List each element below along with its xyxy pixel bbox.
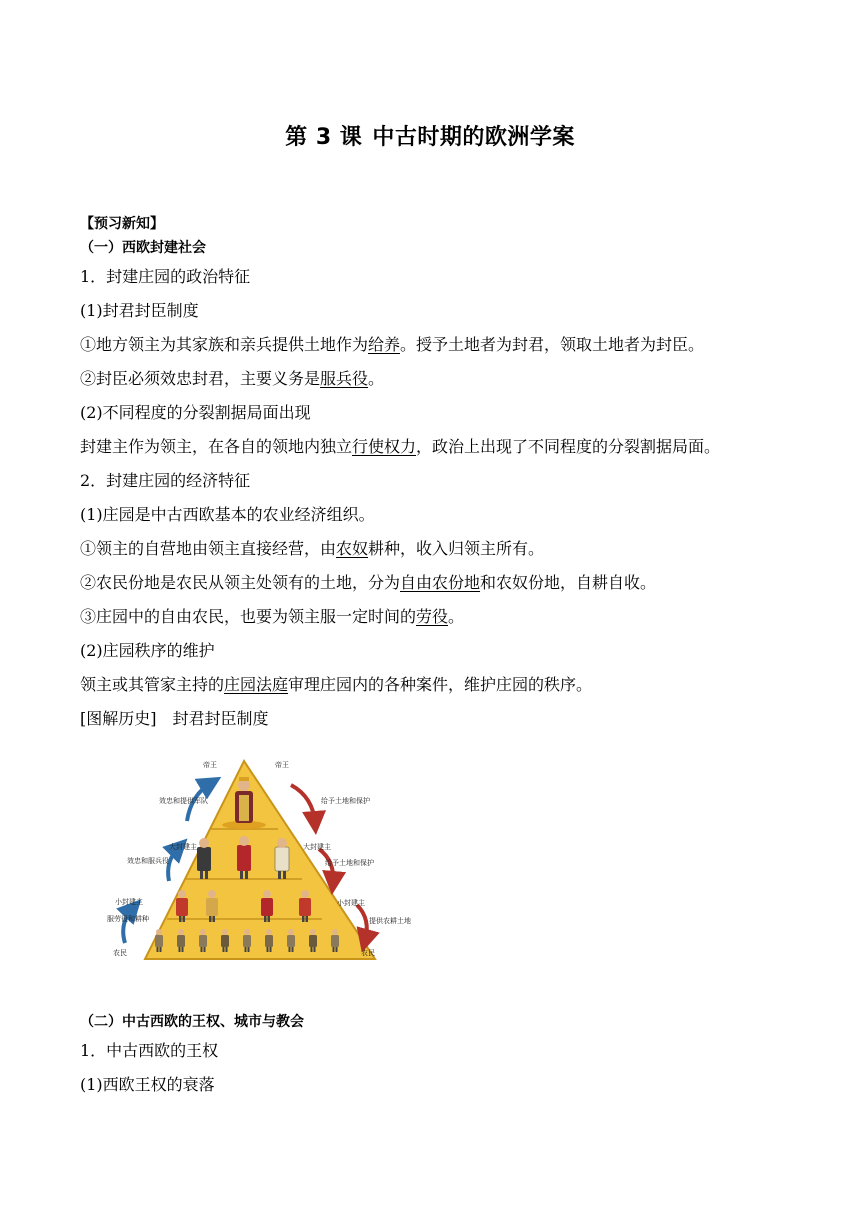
underlined-answer: 自由农份地	[400, 573, 481, 592]
subitem-title: (2)庄园秩序的维护	[80, 641, 215, 660]
feudal-pyramid-figure	[107, 753, 413, 965]
underlined-answer: 农奴	[336, 539, 369, 558]
section-western-feudal-society	[80, 212, 780, 736]
label-great-lord-right: 大封建主	[303, 843, 331, 851]
label-emperor-left: 帝王	[203, 761, 217, 769]
text-run: 审理庄园内的各种案件，维护庄园的秩序。	[288, 675, 593, 694]
paragraph	[80, 532, 780, 566]
text-run: 领主或其管家主持的	[80, 675, 225, 694]
label-left-loyalty-service: 效忠和服兵役	[127, 857, 169, 865]
text-run: 和农奴份地，自耕自收。	[480, 573, 657, 592]
label-peasant-left: 农民	[113, 949, 127, 957]
page-title	[0, 120, 860, 151]
label-right-land-protection-2: 给予土地和保护	[325, 859, 374, 867]
item-title: 1．封建庄园的政治特征	[80, 267, 251, 286]
paragraph	[80, 362, 780, 396]
label-left-loyalty-army: 效忠和提供军队	[159, 797, 208, 805]
preview-heading: 【预习新知】	[80, 216, 164, 232]
underlined-answer: 行使权力	[352, 437, 417, 456]
text-run: 。授予土地者为封君，领取土地者为封臣。	[400, 335, 705, 354]
section-heading: （一）西欧封建社会	[80, 240, 206, 256]
text-run: ①领主的自营地由领主直接经营，由	[80, 539, 337, 558]
paragraph	[80, 600, 780, 634]
paragraph	[80, 566, 780, 600]
text-run: ，政治上出现了不同程度的分裂割据局面。	[416, 437, 721, 456]
text-run: 耕种，收入归领主所有。	[368, 539, 545, 558]
subitem-title: (1)西欧王权的衰落	[80, 1075, 215, 1094]
underlined-answer: 庄园法庭	[224, 675, 289, 694]
arrow-up-icon	[168, 847, 179, 881]
label-right-land-protection: 给予土地和保护	[321, 797, 370, 805]
label-lesser-lord-right: 小封建主	[337, 899, 365, 907]
paragraph	[80, 430, 780, 464]
text-run: ③庄园中的自由农民，也要为领主服一定时间的	[80, 607, 417, 626]
arrow-down-icon	[291, 785, 315, 823]
paragraph	[80, 328, 780, 362]
underlined-answer: 服兵役	[320, 369, 369, 388]
text-run: 。	[448, 607, 465, 626]
text-run: ②封臣必须效忠封君，主要义务是	[80, 369, 321, 388]
label-peasant-right: 农民	[361, 949, 375, 957]
underlined-answer: 给养	[368, 335, 401, 354]
text-run: 封建主作为领主，在各自的领地内独立	[80, 437, 353, 456]
figure-caption: [图解历史] 封君封臣制度	[80, 709, 269, 728]
feudal-pyramid-illustration	[107, 753, 413, 965]
label-left-labor-farming: 服劳役和耕种	[107, 915, 149, 923]
text-run: 。	[368, 369, 385, 388]
label-great-lord-left: 大封建主	[169, 843, 197, 851]
lesson-title: 中古时期的欧洲学案	[372, 125, 575, 150]
arrow-up-icon	[123, 908, 133, 943]
section-kingship-city-church	[80, 1010, 780, 1102]
subitem-title: (1)庄园是中古西欧基本的农业经济组织。	[80, 505, 375, 524]
subitem-title: (1)封君封臣制度	[80, 301, 199, 320]
label-right-farm-land: 提供农耕土地	[369, 917, 411, 925]
label-lesser-lord-left: 小封建主	[115, 898, 143, 906]
text-run: ①地方领主为其家族和亲兵提供土地作为	[80, 335, 369, 354]
section-heading: （二）中古西欧的王权、城市与教会	[80, 1014, 304, 1030]
underlined-answer: 劳役	[416, 607, 449, 626]
label-emperor-right: 帝王	[275, 761, 289, 769]
item-title: 1．中古西欧的王权	[80, 1041, 219, 1060]
subitem-title: (2)不同程度的分裂割据局面出现	[80, 403, 311, 422]
paragraph	[80, 668, 780, 702]
lesson-number: 第 3 课	[285, 125, 363, 150]
text-run: ②农民份地是农民从领主处领有的土地，分为	[80, 573, 401, 592]
item-title: 2．封建庄园的经济特征	[80, 471, 251, 490]
